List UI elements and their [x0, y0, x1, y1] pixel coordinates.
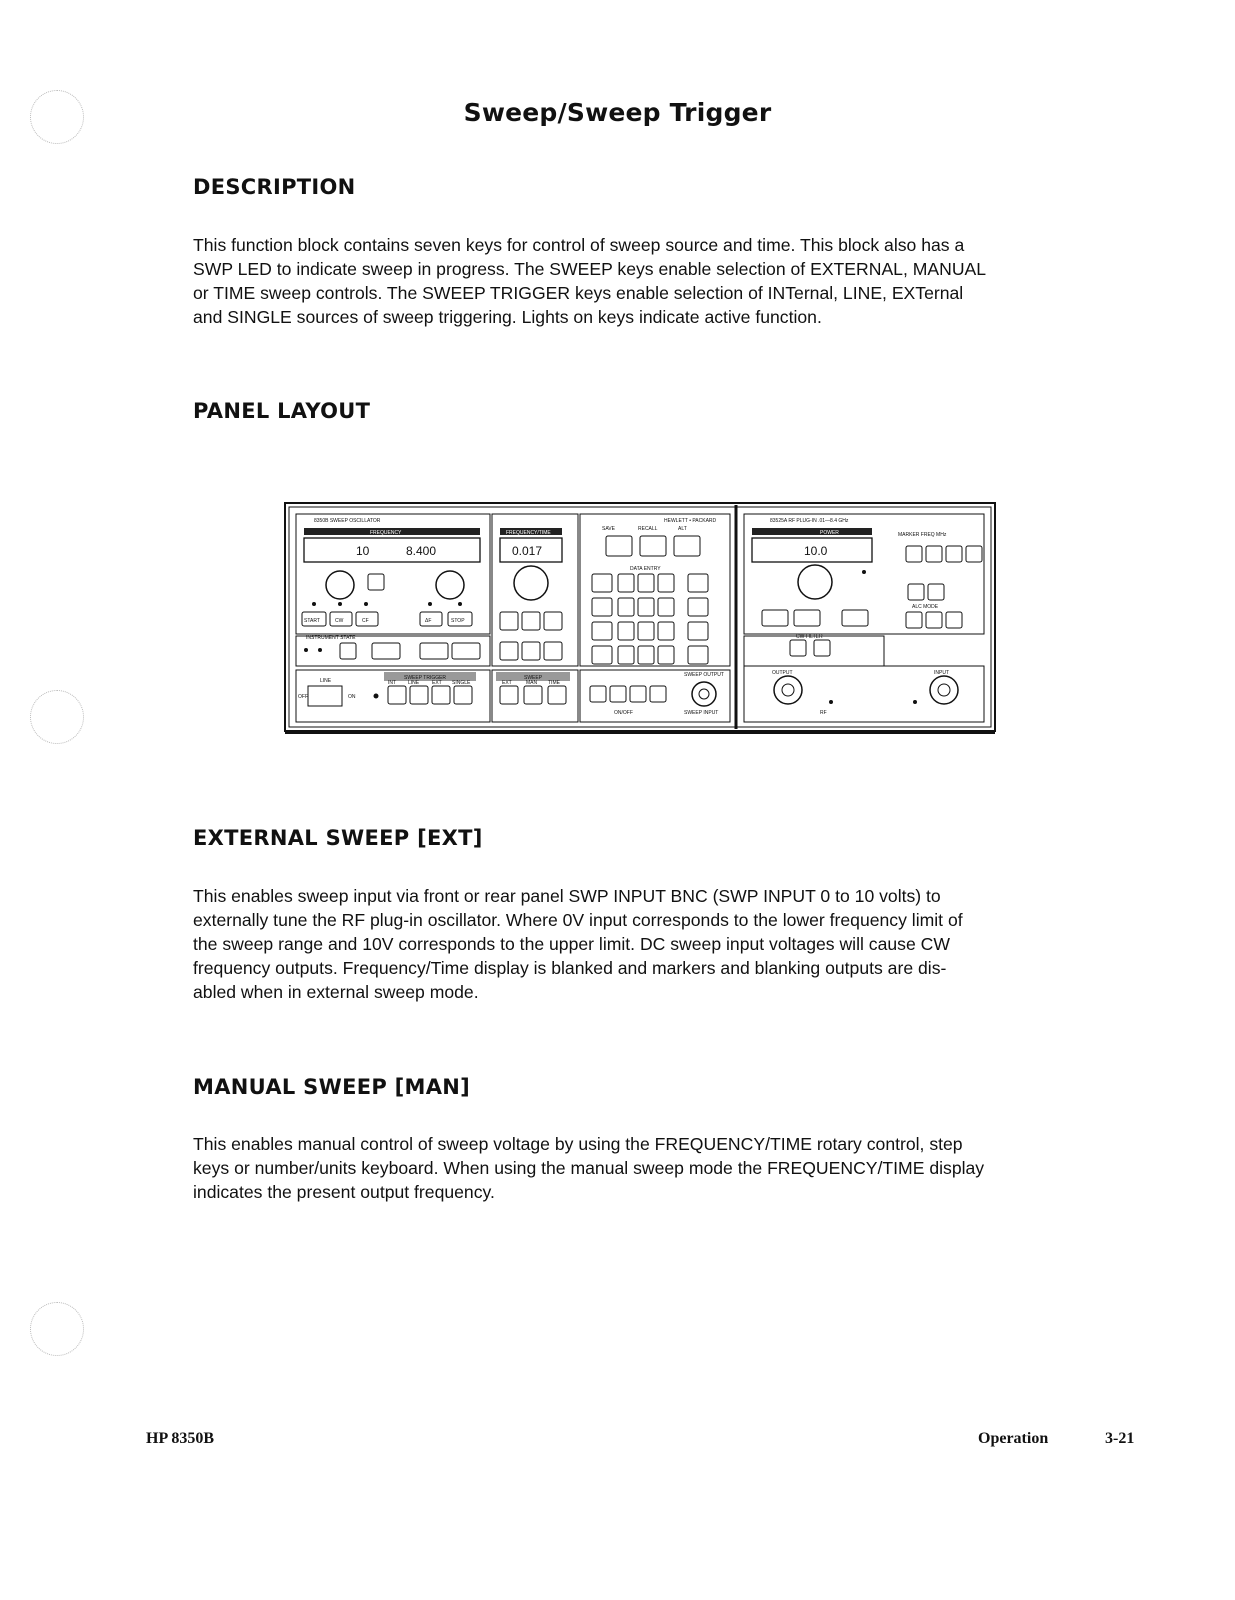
trig-key-ext: EXT: [432, 680, 442, 686]
freq-time-label: FREQUENCY/TIME: [506, 530, 551, 536]
external-sweep-line: abled when in external sweep mode.: [193, 982, 479, 1002]
footer-page-number: 3-21: [1105, 1430, 1135, 1447]
manual-sweep-heading: MANUAL SWEEP [MAN]: [193, 1075, 471, 1099]
description-line: SWP LED to indicate sweep in progress. The SWEEP keys enable selection of EXTERNAL, MANUAL: [193, 259, 987, 279]
sweep-key-time: TIME: [548, 680, 560, 686]
external-sweep-line: This enables sweep input via front or rear panel SWP INPUT BNC (SWP INPUT 0 to 10 volts) to: [193, 886, 941, 906]
on-off-label: ON/OFF: [614, 710, 633, 716]
plugin-label: 83525A RF PLUG-IN .01—8.4 GHz: [770, 518, 849, 524]
trig-key-int: INT: [388, 680, 397, 686]
off-label: OFF: [298, 694, 308, 700]
external-sweep-heading: EXTERNAL SWEEP [EXT]: [193, 826, 483, 850]
footer-model: HP 8350B: [146, 1430, 215, 1447]
footer-section: Operation: [978, 1430, 1049, 1447]
cf-key: CF: [362, 618, 369, 624]
alc-mode-label: ALC MODE: [912, 604, 939, 610]
description-line: or TIME sweep controls. The SWEEP TRIGGER keys enable selection of INTernal, LINE, EXTernal: [193, 283, 964, 303]
cw-key: CW: [335, 618, 344, 624]
sweep-output-label: SWEEP OUTPUT: [684, 672, 724, 678]
model-label: 8350B SWEEP OSCILLATOR: [314, 518, 381, 524]
description-line: and SINGLE sources of sweep triggering. Lights on keys indicate active function.: [193, 307, 822, 327]
sweep-key-ext: EXT: [502, 680, 512, 686]
punch-hole-bottom: [30, 1302, 84, 1356]
sweep-key-man: MAN: [526, 680, 538, 686]
power-display: 10.0: [804, 544, 828, 558]
manual-sweep-line: keys or number/units keyboard. When using the manual sweep mode the FREQUENCY/TIME display: [193, 1158, 985, 1178]
page-title: Sweep/Sweep Trigger: [463, 98, 772, 127]
brand-label: HEWLETT • PACKARD: [664, 518, 717, 524]
rf-label: RF: [820, 710, 827, 716]
external-sweep-paragraph: [193, 884, 1093, 1004]
power-label: POWER: [820, 530, 839, 536]
line-label: LINE: [320, 678, 332, 684]
sweep-label: SWEEP: [524, 675, 543, 681]
save-key: SAVE: [602, 526, 615, 532]
panel-layout-heading: PANEL LAYOUT: [193, 399, 371, 423]
front-panel-diagram: [284, 500, 998, 738]
external-sweep-line: frequency outputs. Frequency/Time display is blanked and markers and blanking outputs are dis-: [193, 958, 947, 978]
freq-time-display: 0.017: [512, 544, 543, 558]
manual-sweep-line: indicates the present output frequency.: [193, 1182, 495, 1202]
sweep-trigger-label: SWEEP TRIGGER: [404, 675, 447, 681]
description-paragraph: [193, 233, 1093, 329]
input-label: INPUT: [934, 670, 949, 676]
cw-filter-label: CW FILTER: [796, 634, 823, 640]
data-entry-label: DATA ENTRY: [630, 566, 661, 572]
alt-key: ALT: [678, 526, 687, 532]
freq-display-2: 8.400: [406, 544, 437, 558]
instrument-state-label: INSTRUMENT STATE: [306, 635, 356, 641]
df-key: ΔF: [425, 618, 432, 624]
manual-sweep-paragraph: [193, 1132, 1093, 1204]
description-line: This function block contains seven keys for control of sweep source and time. This block also has a: [193, 235, 965, 255]
output-label: OUTPUT: [772, 670, 793, 676]
on-label: ON: [348, 694, 356, 700]
external-sweep-line: the sweep range and 10V corresponds to the upper limit. DC sweep input voltages will cause CW: [193, 934, 950, 954]
trig-key-single: SINGLE: [452, 680, 471, 686]
external-sweep-line: externally tune the RF plug-in oscillator. Where 0V input corresponds to the lower frequency limit of: [193, 910, 963, 930]
sweep-input-label: SWEEP INPUT: [684, 710, 719, 716]
trig-key-line: LINE: [408, 680, 420, 686]
start-key: START: [304, 618, 320, 624]
freq-display-1: 10: [356, 544, 370, 558]
frequency-label: FREQUENCY: [370, 530, 402, 536]
recall-key: RECALL: [638, 526, 658, 532]
manual-sweep-line: This enables manual control of sweep voltage by using the FREQUENCY/TIME rotary control, step: [193, 1134, 963, 1154]
stop-key: STOP: [451, 618, 465, 624]
marker-freq-label: MARKER FREQ MHz: [898, 532, 947, 538]
punch-hole-middle: [30, 690, 84, 744]
description-heading: DESCRIPTION: [193, 175, 356, 199]
